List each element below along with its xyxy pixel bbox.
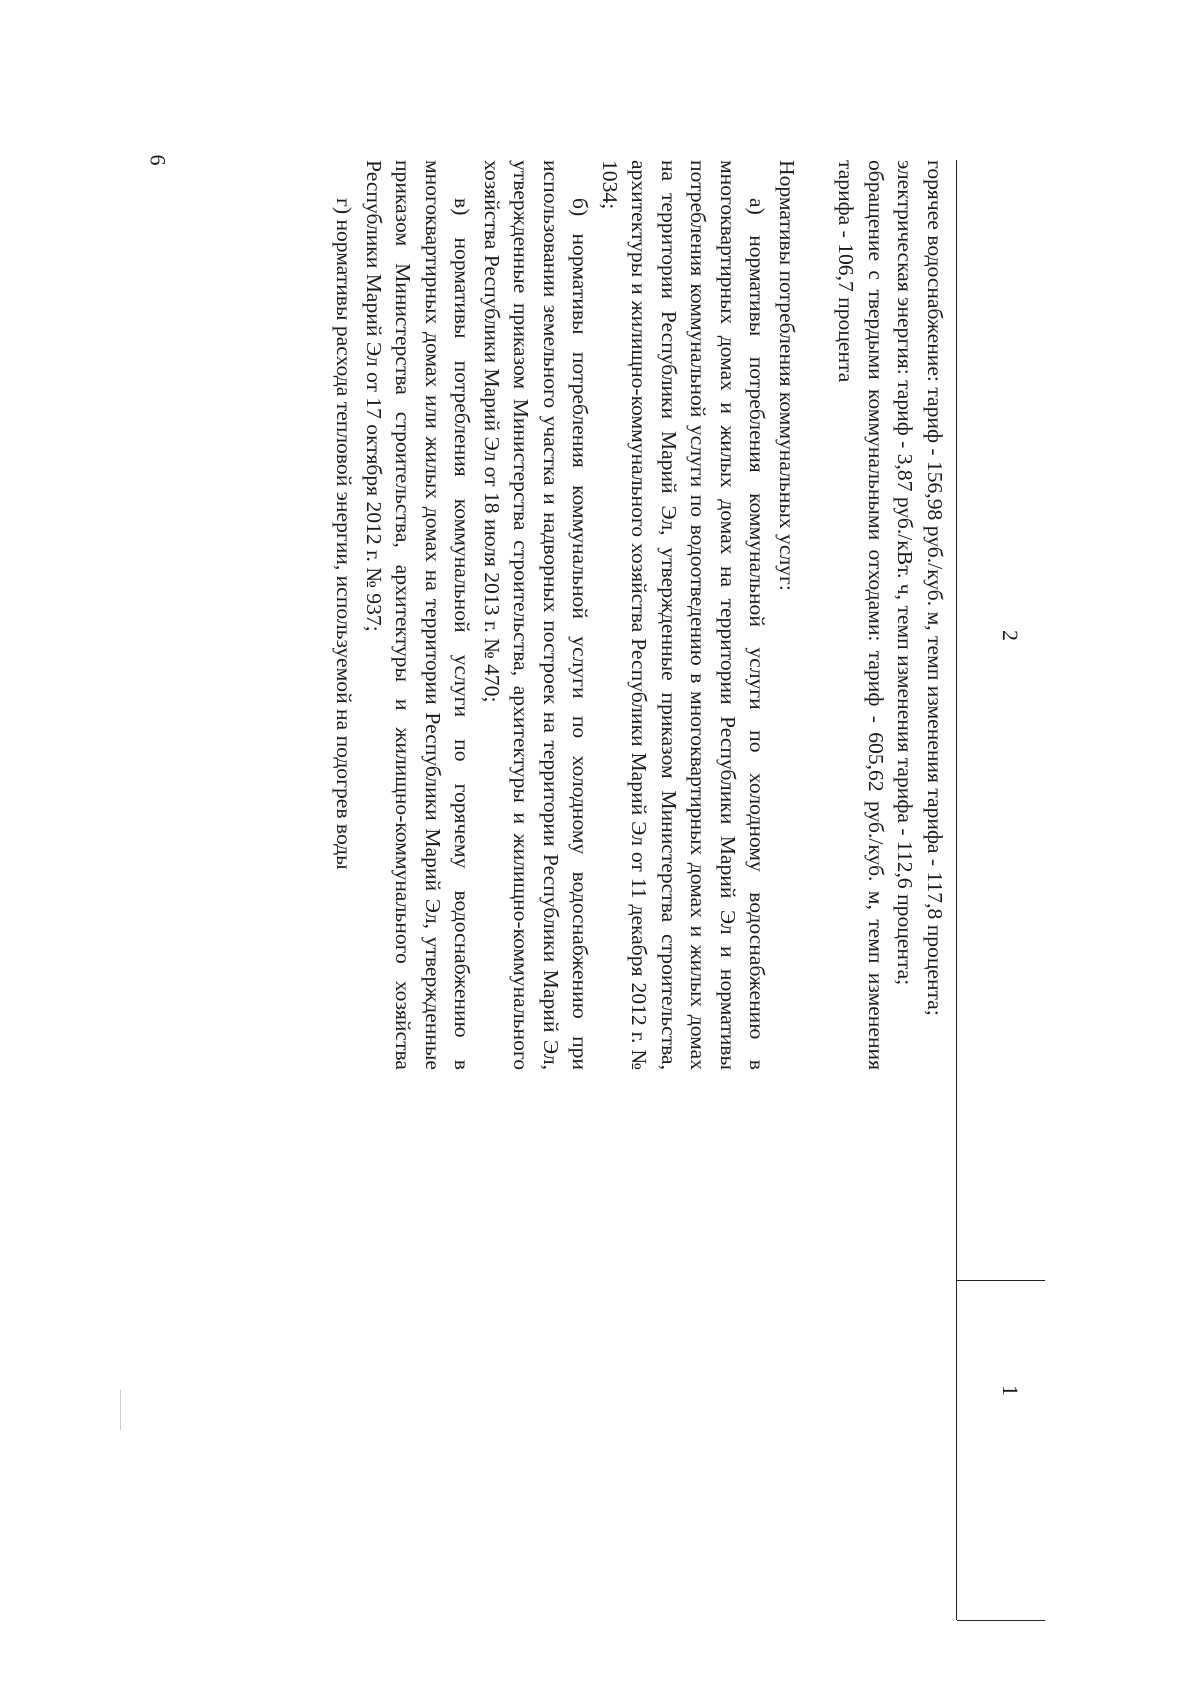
table-cell-content <box>329 160 949 1070</box>
paragraph-waste: обращение с твердыми коммунальными отходами: тариф - 605,62 руб./куб. м, темп изменения тарифа - 106,7 процента <box>834 160 888 1070</box>
column-divider-right <box>957 1620 1045 1621</box>
paragraph-hot-water: горячее водоснабжение: тариф - 156,98 руб./куб. м, темп изменения тарифа - 117,8 процента; <box>923 160 947 1016</box>
paragraph-electricity: электрическая энергия: тариф - 3,87 руб./кВт. ч, темп изменения тарифа - 112,6 процента; <box>893 160 918 986</box>
scan-artifact-line <box>120 1390 121 1430</box>
page-number: 6 <box>145 154 171 166</box>
paragraph-item-a: а) нормативы потребления коммунальной услуги по холодному водоснабжению в многоквартирных домах и жилых домах на территории Республики Марий Эл и нормативы потребления коммунальной услуги по водоотведению в многоквартирных домах и жилых домах на территории Республики Марий Эл, утвержденные приказом Министерства строительства, архитектуры и жилищно-коммунального хозяйства Республики Марий Эл от 11 декабря 2012 г. № 1034; <box>598 160 770 1070</box>
column-header-1: 1 <box>998 1385 1023 1396</box>
paragraph-item-b: б) нормативы потребления коммунальной услуги по холодному водоснабжению при использовании земельного участка и надворных построек на территории Республики Марий Эл, утвержденные приказом Министерства строительства, архитектуры и жилищно-коммунального хозяйства Республики Марий Эл от 18 июля 2013 г. № 470; <box>480 160 593 1070</box>
paragraph-norms-heading: Нормативы потребления коммунальных услуг: <box>775 160 799 591</box>
header-divider <box>956 160 957 1620</box>
paragraph-item-g: г) нормативы расхода тепловой энергии, используемой на подогрев воды <box>332 198 357 870</box>
column-header-2: 2 <box>998 630 1023 641</box>
rotated-table <box>195 160 1045 1620</box>
paragraph-item-v: в) нормативы потребления коммунальной услуги по горячему водоснабжению в многоквартирных домах или жилых домах на территории Республики Марий Эл, утвержденные приказом Министерства строительства, архитектуры и жилищно-коммунального хозяйства Республики Марий Эл от 17 октября 2012 г. № 937; <box>362 160 475 1070</box>
column-divider <box>957 1280 1045 1281</box>
table-frame <box>195 160 1045 1620</box>
